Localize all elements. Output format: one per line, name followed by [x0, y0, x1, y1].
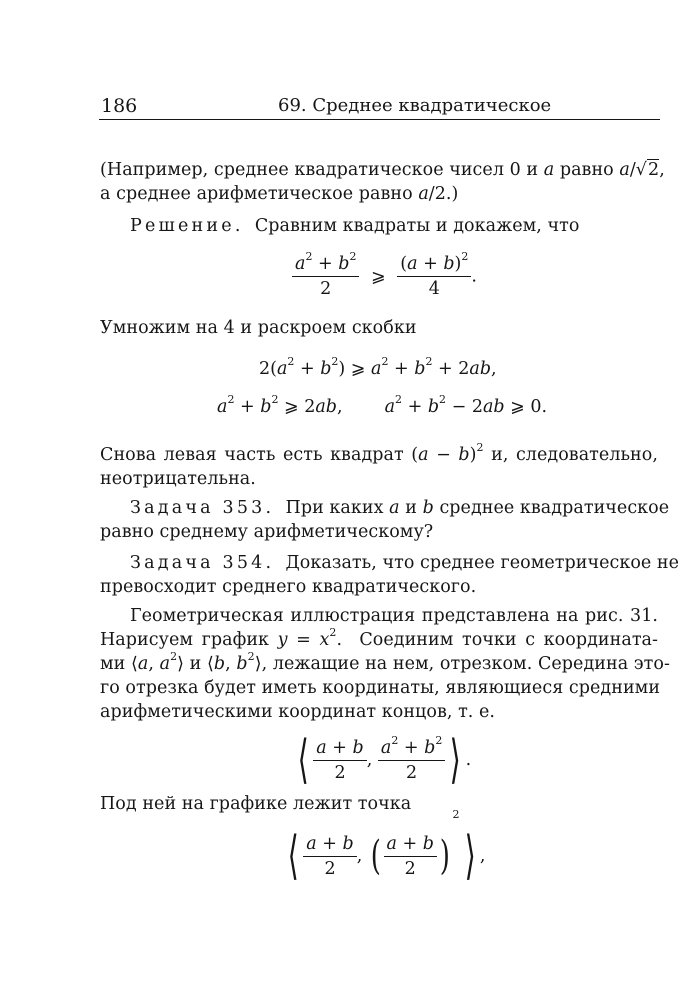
- page-number: 186: [101, 95, 138, 117]
- formula-simplified: $a^2 + b^2$ ⩾ 2ab, $a^2 + b^2 - 2ab$ ⩾ 0.: [217, 393, 548, 417]
- task-353-label: Задача 353.: [130, 498, 275, 518]
- paragraph-line: Нарисуем график $y = x^2$. Соединим точки с координата-: [100, 626, 658, 650]
- paragraph-line: Геометрическая иллюстрация представлена на рис. 31.: [130, 606, 658, 626]
- paragraph-line: Умножим на 4 и раскроем скобки: [100, 318, 417, 338]
- task-354-label: Задача 354.: [130, 553, 275, 573]
- paragraph-line: (Например, среднее квадратическое чисел 0 и a равно a/√2,: [100, 160, 665, 180]
- formula-expanded: $2(a^2 + b^2)$ ⩾ $a^2 + b^2 + 2ab$,: [259, 355, 497, 379]
- formula-inequality-1: $\frac{a^2 + b^2}{2}$ ⩾ $\frac{(a + b)^2}{4}$ .: [292, 254, 477, 299]
- formula-point-on-graph: ⟨ $\frac{a + b}{2}$ , ( $\frac{a + b}{2}$ )$^2$⟩ ,: [287, 808, 486, 886]
- paragraph-line: Под ней на графике лежит точка: [100, 794, 412, 814]
- paragraph-line: ми ⟨a, $a^2⟩$ и ⟨b, $b^2⟩$, лежащие на нем, отрезком. Середина это-: [100, 650, 670, 674]
- paragraph-line: го отрезка будет иметь координаты, являющиеся средними: [100, 678, 661, 698]
- paragraph-line: равно среднему арифметическому?: [100, 522, 434, 542]
- task-353: Задача 353. При каких a и b среднее квадратическое: [130, 498, 670, 518]
- paragraph-line: неотрицательна.: [100, 469, 256, 489]
- formula-midpoint: ⟨ $\frac{a + b}{2}$ , $\frac{a^2 + b^2}{2}$ ⟩ .: [297, 730, 472, 790]
- paragraph-line: а среднее арифметическое равно a/2.): [100, 184, 459, 204]
- running-head: 69. Среднее квадратическое: [278, 95, 552, 116]
- paragraph-line: арифметическими координат концов, т. е.: [100, 702, 496, 722]
- solution-line: Решение. Сравним квадраты и докажем, что: [130, 216, 580, 236]
- solution-label: Решение.: [130, 216, 244, 236]
- paragraph-line: Снова левая часть есть квадрат $(a - b)^2$ и, следовательно,: [100, 441, 658, 465]
- paragraph-line: превосходит среднего квадратического.: [100, 577, 477, 597]
- header-rule: [99, 119, 660, 120]
- task-354: Задача 354. Доказать, что среднее геометрическое не: [130, 553, 680, 573]
